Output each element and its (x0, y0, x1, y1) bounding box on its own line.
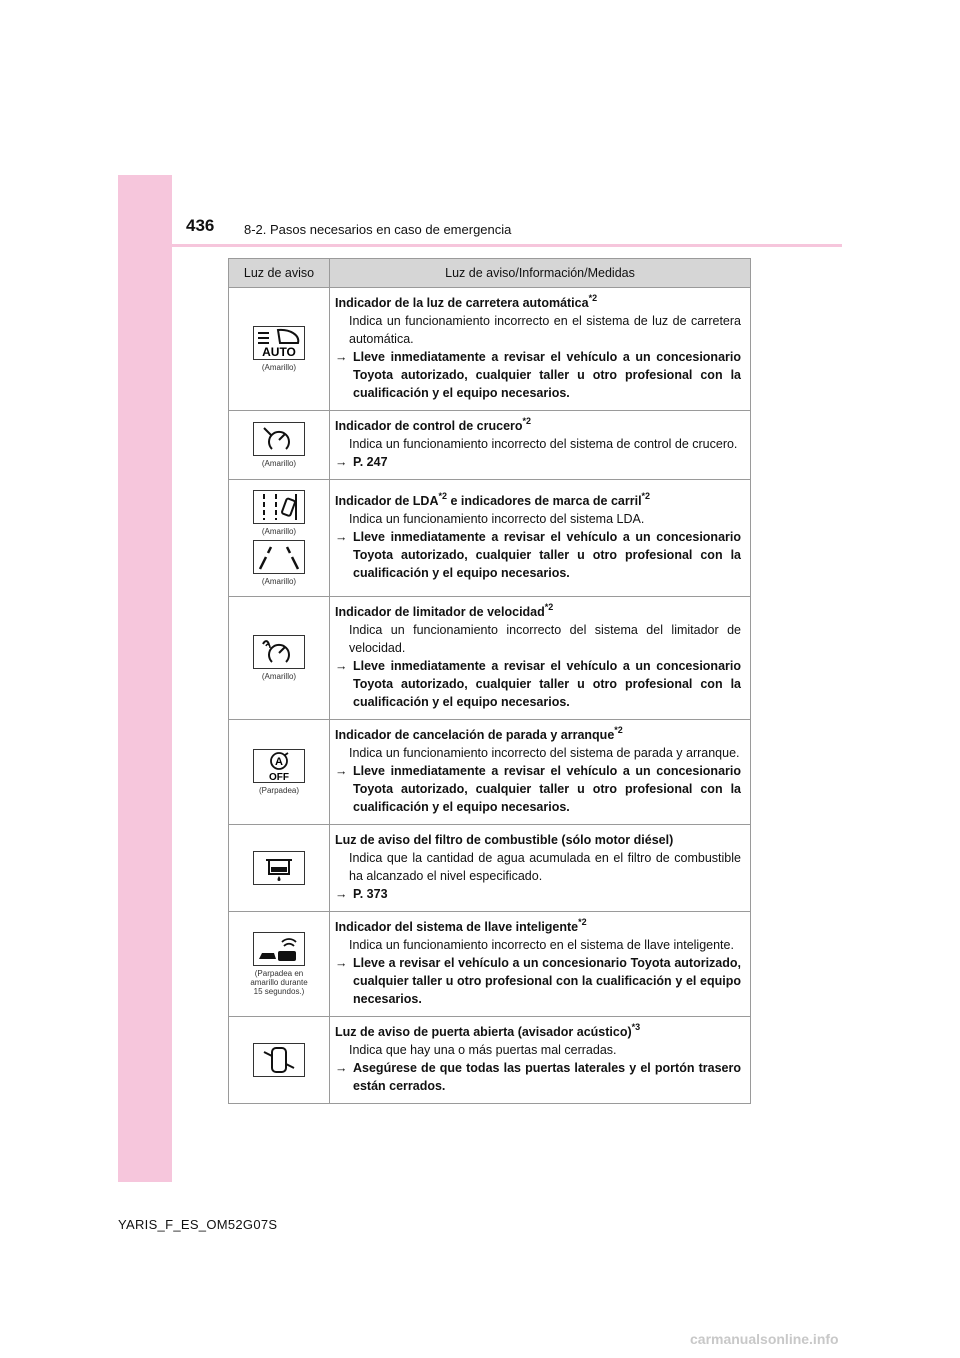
arrow-icon: → (335, 764, 348, 778)
stop-start-off-icon (253, 749, 305, 783)
warning-title: Luz de aviso del filtro de combustible (sólo motor diésel) (335, 833, 674, 847)
warning-action: → P. 373 (335, 887, 388, 901)
info-cell (330, 411, 751, 480)
info-cell (330, 720, 751, 825)
header-rule (172, 244, 842, 247)
info-cell (330, 480, 751, 597)
section-title: 8-2. Pasos necesarios en caso de emergencia (244, 222, 512, 237)
warning-title: Indicador de LDA$^{*2}$ e indicadores de marca de carril$^{*2}$ (335, 491, 651, 508)
icon-caption: (Parpadea en amarillo durante 15 segundos.) (250, 969, 308, 996)
warning-description: Indica un funcionamiento incorrecto del sistema de parada y arranque. (349, 746, 740, 760)
page-number: 436 (186, 216, 215, 235)
table-row (229, 912, 751, 1017)
warning-title: Indicador de cancelación de parada y arranque$^{*2}$ (335, 725, 623, 742)
warning-description: Indica un funcionamiento incorrecto del sistema de control de crucero. (349, 437, 738, 451)
arrow-icon: → (335, 350, 348, 364)
speed-limiter-icon (253, 635, 305, 669)
table-row (229, 1017, 751, 1104)
warning-light-cell (229, 411, 330, 480)
info-cell (330, 1017, 751, 1104)
warning-light-cell (229, 597, 330, 720)
warning-title: Indicador de control de crucero$^{*2}$ (335, 416, 532, 433)
warning-light-cell (229, 288, 330, 411)
icon-caption: (Amarillo) (261, 363, 297, 372)
table-row (229, 288, 751, 411)
arrow-icon: → (335, 659, 348, 673)
warning-light-cell (229, 1017, 330, 1104)
icon-caption: (Amarillo) (261, 577, 297, 586)
smart-key-icon (253, 932, 305, 966)
fuel-filter-icon (253, 851, 305, 885)
warning-action: → Lleve a revisar el vehículo a un concesionario Toyota autorizado, cualquier taller u otro profesional con la cualificación y el equipo necesarios. (335, 956, 741, 1006)
arrow-icon: → (335, 455, 348, 469)
lda-icon (253, 490, 305, 524)
warning-title: Luz de aviso de puerta abierta (avisador acústico)$^{*3}$ (335, 1022, 641, 1039)
warning-description: Indica un funcionamiento incorrecto en el sistema de luz de carretera automática. (349, 314, 741, 346)
watermark: carmanualsonline.info (690, 1331, 839, 1347)
col-header-info: Luz de aviso/Información/Medidas (330, 259, 751, 288)
svg-text:OFF: OFF (269, 772, 289, 782)
chapter-sidebar-tab (118, 175, 172, 1182)
warning-light-cell (229, 825, 330, 912)
arrow-icon: → (335, 530, 348, 544)
warning-title: Indicador de limitador de velocidad$^{*2}$ (335, 602, 554, 619)
warning-light-cell (229, 912, 330, 1017)
info-cell (330, 288, 751, 411)
warning-description: Indica que hay una o más puertas mal cerradas. (349, 1043, 617, 1057)
warning-light-cell (229, 480, 330, 597)
table-row (229, 720, 751, 825)
warning-action: → Lleve inmediatamente a revisar el vehículo a un concesionario Toyota autorizado, cualquier taller u otro profesional con la cualificación y el equipo necesarios. (335, 530, 741, 580)
svg-text:A: A (275, 756, 283, 768)
warning-action: → Lleve inmediatamente a revisar el vehículo a un concesionario Toyota autorizado, cualquier taller u otro profesional con la cualificación y el equipo necesarios. (335, 659, 741, 709)
warning-description: Indica que la cantidad de agua acumulada en el filtro de combustible ha alcanzado el nivel especificado. (349, 851, 741, 883)
warning-action: → P. 247 (335, 455, 388, 469)
warning-action: → Lleve inmediatamente a revisar el vehículo a un concesionario Toyota autorizado, cualquier taller u otro profesional con la cualificación y el equipo necesarios. (335, 764, 741, 814)
document-code: YARIS_F_ES_OM52G07S (118, 1217, 278, 1232)
col-header-warning-light: Luz de aviso (229, 259, 330, 288)
warning-title: Indicador del sistema de llave inteligente$^{*2}$ (335, 917, 587, 934)
warning-title: Indicador de la luz de carretera automática$^{*2}$ (335, 293, 598, 310)
warning-description: Indica un funcionamiento incorrecto del sistema del limitador de velocidad. (349, 623, 741, 655)
arrow-icon: → (335, 1061, 348, 1075)
table-row (229, 480, 751, 597)
info-cell (330, 912, 751, 1017)
warning-light-cell (229, 720, 330, 825)
svg-text:AUTO: AUTO (262, 345, 296, 359)
icon-caption: (Amarillo) (261, 672, 297, 681)
icon-caption: (Amarillo) (261, 527, 297, 536)
arrow-icon: → (335, 956, 348, 970)
icon-caption: (Parpadea) (258, 786, 300, 795)
table-row (229, 825, 751, 912)
warning-light-table (228, 258, 751, 1104)
warning-action: → Lleve inmediatamente a revisar el vehículo a un concesionario Toyota autorizado, cualquier taller u otro profesional con la cualificación y el equipo necesarios. (335, 350, 741, 400)
warning-description: Indica un funcionamiento incorrecto en el sistema de llave inteligente. (349, 938, 734, 952)
auto-high-beam-icon (253, 326, 305, 360)
arrow-icon: → (335, 887, 348, 901)
table-row (229, 597, 751, 720)
info-cell (330, 825, 751, 912)
table-header-row (229, 259, 751, 288)
warning-action: → Asegúrese de que todas las puertas laterales y el portón trasero están cerrados. (335, 1061, 741, 1093)
info-cell (330, 597, 751, 720)
lane-marker-icon (253, 540, 305, 574)
icon-caption: (Amarillo) (261, 459, 297, 468)
cruise-control-icon (253, 422, 305, 456)
warning-description: Indica un funcionamiento incorrecto del sistema LDA. (349, 512, 645, 526)
table-row (229, 411, 751, 480)
door-open-icon (253, 1043, 305, 1077)
